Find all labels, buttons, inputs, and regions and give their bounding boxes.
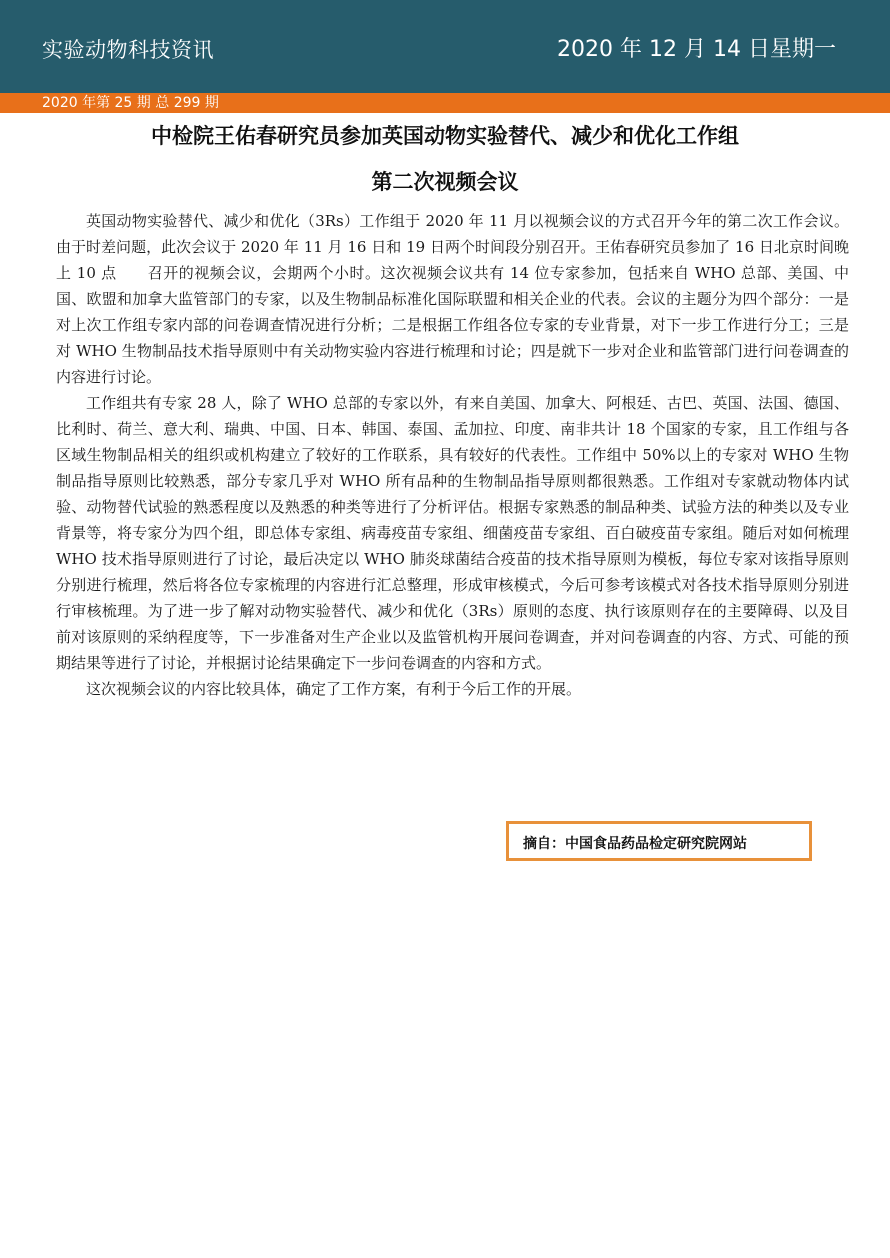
publication-date: 2020 年 12 月 14 日星期一 — [557, 37, 836, 62]
article-title-line-2: 第二次视频会议 — [371, 170, 519, 194]
article-title-line-1: 中检院王佑春研究员参加英国动物实验替代、减少和优化工作组 — [151, 124, 739, 148]
header-banner — [0, 0, 890, 93]
issue-number: 2020 年第 25 期 总 299 期 — [42, 95, 219, 111]
paragraph: 英国动物实验替代、减少和优化（3Rs）工作组于 2020 年 11 月以视频会议的方式召开今年的第二次工作会议。由于时差问题，此次会议于 2020 年 11 月 16 日和 19 日两个时间段分别召开。王佑春研究员参加了 16 日北京时间晚上 10 点 召开的视频会议，会期两个小时。这次视频会议共有 14 位专家参加，包括来自 WHO 总部、美国、中国、欧盟和加拿大监管部门的专家，以及生物制品标准化国际联盟和相关企业的代表。会议的主题分为四个部分：一是对上次工作组专家内部的问卷调查情况进行分析；二是根据工作组各位专家的专业背景，对下一步工作进行分工；三是对 WHO 生物制品技术指导原则中有关动物实验内容进行梳理和讨论；四是就下一步对企业和监管部门进行问卷调查的内容进行讨论。 — [56, 212, 849, 386]
paragraph: 这次视频会议的内容比较具体，确定了工作方案，有利于今后工作的开展。 — [86, 680, 582, 698]
paragraph: 工作组共有专家 28 人，除了 WHO 总部的专家以外，有来自美国、加拿大、阿根廷、古巴、英国、法国、德国、比利时、荷兰、意大利、瑞典、中国、日本、韩国、泰国、孟加拉、印度、南非共计 18 个国家的专家，且工作组与各区域生物制品相关的组织或机构建立了较好的工作联系，具有较好的代表性。工作组中 50%以上的专家对 WHO 生物制品指导原则比较熟悉，部分专家几乎对 WHO 所有品种的生物制品指导原则都很熟悉。工作组对专家就动物体内试验、动物替代试验的熟悉程度以及熟悉的种类等进行了分析评估。根据专家熟悉的制品种类、试验方法的种类以及专业背景等，将专家分为四个组，即总体专家组、病毒疫苗专家组、细菌疫苗专家组、百白破疫苗专家组。随后对如何梳理 WHO 技术指导原则进行了讨论，最后决定以 WHO 肺炎球菌结合疫苗的技术指导原则为模板，每位专家对该指导原则分别进行梳理，然后将各位专家梳理的内容进行汇总整理，形成审核模式，今后可参考该模式对各技术指导原则分别进行审核梳理。为了进一步了解对动物实验替代、减少和优化（3Rs）原则的态度、执行该原则存在的主要障碍、以及目前对该原则的采纳程度等，下一步准备对生产企业以及监管机构开展问卷调查，并对问卷调查的内容、方式、可能的预期结果等进行了讨论，并根据讨论结果确定下一步问卷调查的内容和方式。 — [56, 394, 849, 672]
publication-title: 实验动物科技资讯 — [42, 38, 214, 62]
source-label: 摘自：中国食品药品检定研究院网站 — [523, 836, 747, 852]
article-body — [56, 208, 849, 702]
source-box — [506, 821, 812, 861]
issue-bar — [0, 93, 890, 113]
